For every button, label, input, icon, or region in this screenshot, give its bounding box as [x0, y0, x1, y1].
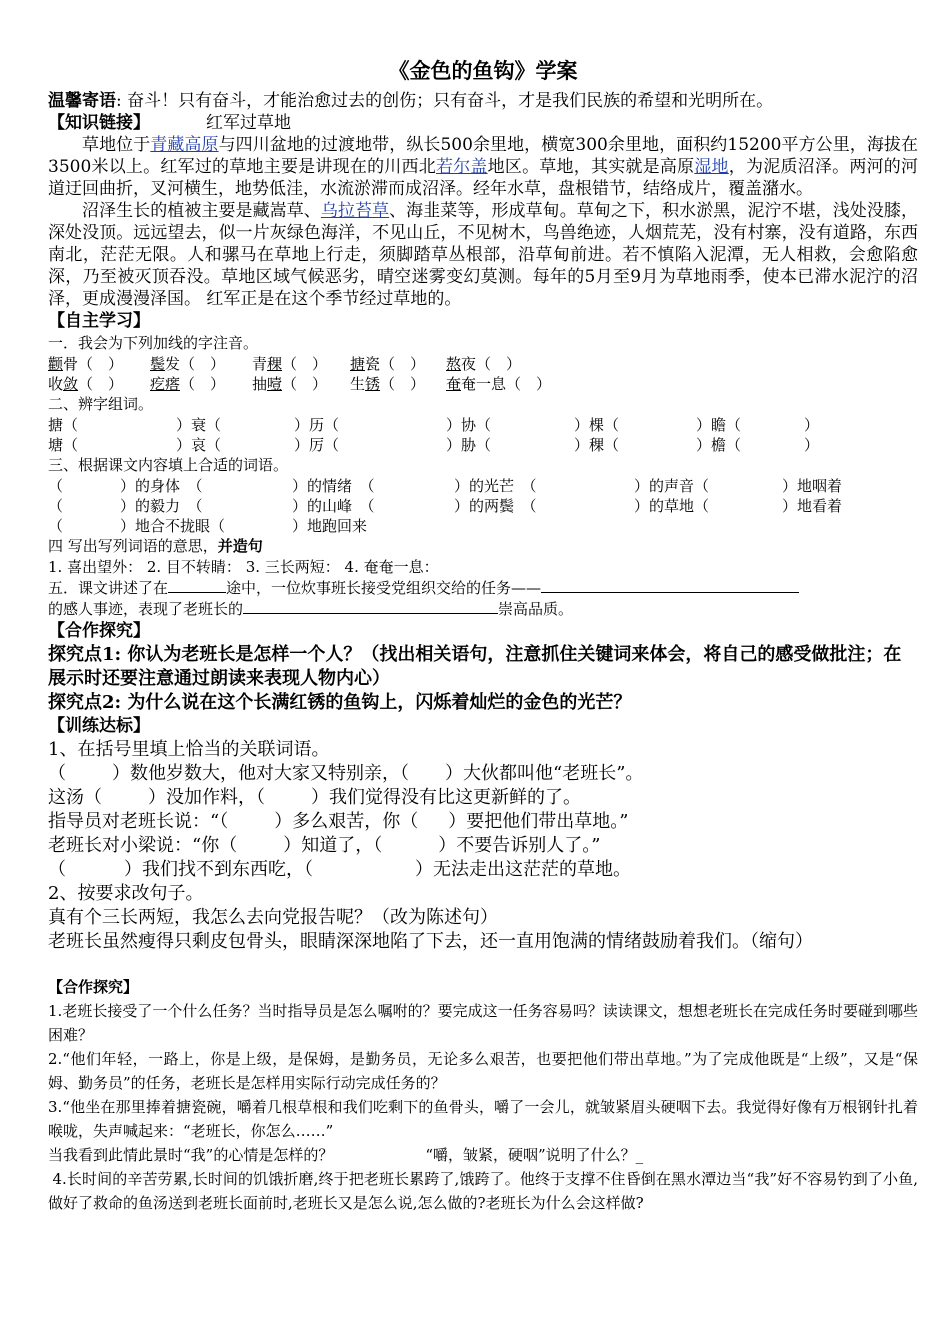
text-run: 与四川盆地的过渡地带，纵长500余里地，横宽300余里地，面积约15200平方公里，海拔在3500米以上。红军过的草地主要是讲现在的川西北 [48, 135, 919, 177]
training-line-5 [48, 858, 918, 882]
pinyin-item [150, 374, 252, 394]
knowledge-paragraph-2 [48, 200, 918, 310]
text-run: 老班长对小梁说：“你（ [48, 835, 238, 856]
word-row-2 [48, 435, 918, 455]
fill-cell: （ [48, 477, 64, 495]
answer-blank[interactable] [243, 599, 498, 614]
fill-row-2 [48, 496, 918, 516]
underlined-char: 鬓 [150, 355, 166, 373]
pinyin-item [446, 374, 551, 394]
underlined-char: 搪 [350, 355, 366, 373]
greeting-text: : 奋斗！只有奋斗，才能治愈过去的创伤；只有奋斗，才是我们民族的希望和光明所在。 [116, 91, 774, 111]
word-cell: ）哀（ [176, 436, 222, 454]
explore2-q3: 3.“他坐在那里捧着搪瓷碗，嚼着几根草根和我们吃剩下的鱼骨头，嚼了一会儿，就皱紧眉头硬咽下去。我觉得好像有万根钢针扎着喉咙，失声喊起来：“老班长，你怎么……” [48, 1098, 918, 1140]
word-cell: ） [804, 416, 820, 434]
link-wula-sedge[interactable]: 乌拉苔草 [320, 201, 390, 221]
fill-cell: ）的光芒 （ [454, 477, 537, 495]
training-line-1 [48, 762, 918, 786]
self-study-header: 【自主学习】 [48, 311, 150, 331]
page-title: 《金色的鱼钩》学案 [388, 58, 578, 83]
word-cell: ）檐（ [696, 436, 742, 454]
pinyin-item [252, 354, 350, 374]
text-run: 地区。草地，其实就是高原 [487, 157, 695, 177]
self-study-q5-line2 [48, 599, 918, 620]
text-run: ，为泥质沼泽。两河的河道迂回曲折，叉河横生，地势低洼，水流淤滞而成沼泽。经年水草，盘根错节，结络成片，覆盖潴水。 [48, 157, 919, 199]
training-q2: 2、按要求改句子。 [48, 883, 204, 904]
pinyin-item [150, 354, 252, 374]
knowledge-subtitle: 红军过草地 [206, 113, 291, 133]
fill-cell: ）的声音（ [634, 477, 710, 495]
underlined-char: 熬 [446, 355, 462, 373]
pinyin-item [48, 374, 150, 394]
text-run: “嚼，皱紧，硬咽”说明了什么？_ [425, 1146, 644, 1164]
knowledge-header-line [48, 112, 918, 134]
text-run: ）要把他们带出草地。” [448, 811, 629, 832]
pinyin-blank: 夜（ ） [461, 355, 522, 373]
knowledge-paragraph-1 [48, 134, 918, 200]
pinyin-item [350, 374, 446, 394]
text-run: 的感人事迹，表现了老班长的 [48, 600, 244, 618]
fill-cell: ）地合不拢眼（ [120, 517, 226, 535]
training-header: 【训练达标】 [48, 716, 150, 736]
underlined-char: 锈 [365, 375, 381, 393]
fill-cell: ）地咽着 [782, 477, 843, 495]
text-run: ）我们找不到东西吃，（ [124, 859, 313, 880]
text-run: 这汤（ [48, 787, 102, 808]
self-study-q5-line1 [48, 578, 918, 599]
underlined-char: 噎 [267, 375, 283, 393]
fill-cell: ）地跑回来 [292, 517, 368, 535]
explore2-header: 【合作探究】 [48, 978, 139, 996]
plain-char: 青 [252, 355, 268, 373]
greeting [48, 90, 918, 112]
text-run: 、海韭菜等，形成草甸。草甸之下，积水淤黑，泥泞不堪，浅处没膝，深处没顶。远远望去，似一片灰绿色海洋，不见山丘，不见树木，鸟兽绝迹，人烟荒芜，没有村寨，没有道路，东西南北，茫茫无限。人和骡马在草地上行走，须脚踏草丛根部，沿草甸前进。若不慎陷入泥潭，无人相救，会愈陷愈深，乃至被灭顶吞没。草地区域气候恶劣，晴空迷雾变幻莫测。每年的5月至9月为草地雨季，使本已滞水泥泞的沼泽，更成漫漫泽国。 红军正是在这个季节经过草地的。 [48, 201, 918, 309]
answer-blank[interactable] [168, 578, 226, 593]
text-run: ）多么艰苦，你（ [274, 811, 419, 832]
word-cell: ）衰（ [176, 416, 222, 434]
text-run: 当我看到此情此景时“我”的心情是怎样的？ [48, 1146, 334, 1164]
link-wetland[interactable]: 湿地 [694, 157, 729, 177]
underlined-char: 疙瘩 [150, 375, 181, 393]
text-run: 指导员对老班长说：“（ [48, 811, 229, 832]
pinyin-item [48, 354, 150, 374]
explore-header: 【合作探究】 [48, 621, 150, 641]
text-run: 崇高品质。 [498, 600, 574, 618]
pinyin-item [446, 354, 521, 374]
word-cell: ）协（ [446, 416, 492, 434]
text-run: ）大伙都叫他“老班长”。 [445, 763, 644, 784]
explore-point-1: 探究点1: 你认为老班长是怎样一个人？（找出相关语句，注意抓住关键词来体会，将自己的感受做批注；在展示时还要注意通过朗读来表现人物内心） [48, 644, 902, 689]
pinyin-row-2 [48, 374, 918, 394]
text-run: ）我们觉得没有比这更新鲜的了。 [311, 787, 581, 808]
text-run: 五．课文讲述了在 [48, 579, 169, 597]
word-cell: ）历（ [294, 416, 340, 434]
plain-char: 生 [350, 375, 366, 393]
pinyin-blank: （ ） [282, 355, 328, 373]
text-run: 沼泽生长的植被主要是藏嵩草、 [82, 201, 321, 221]
worksheet [48, 56, 918, 1215]
text-run: 草地位于 [82, 135, 151, 155]
explore2-q2: 2.“他们年轻，一路上，你是上级，是保姆，是勤务员，无论多么艰苦，也要把他们带出草地。”为了完成他既是“上级”，又是“保姆、勤务员”的任务，老班长是怎样用实际行动完成任务的？ [48, 1050, 918, 1092]
fill-row-3 [48, 516, 918, 536]
pinyin-item [252, 374, 350, 394]
fill-cell: ）的毅力 （ [120, 497, 203, 515]
pinyin-blank: （ ） [380, 375, 426, 393]
text-run-bold: 并造句 [217, 537, 263, 555]
fill-cell: （ [48, 497, 64, 515]
text-run: ）无法走出这茫茫的草地。 [415, 859, 631, 880]
link-ruoergai[interactable]: 若尔盖 [435, 157, 488, 177]
fill-cell: ）的两鬓 （ [454, 497, 537, 515]
self-study-q4 [48, 536, 918, 557]
answer-blank[interactable] [541, 578, 799, 593]
pinyin-blank: （ ） [78, 375, 124, 393]
self-study-q1: 一．我会为下列加线的字注音。 [48, 334, 259, 352]
word-cell: ）稞（ [574, 436, 620, 454]
explore2-q3b [48, 1143, 918, 1167]
pinyin-blank: （ ） [180, 375, 226, 393]
pinyin-blank: 骨（ ） [63, 355, 124, 373]
link-qingzang-plateau[interactable]: 青藏高原 [150, 135, 219, 155]
word-cell: ）棵（ [574, 416, 620, 434]
fill-cell: ）的身体 （ [120, 477, 203, 495]
underlined-char: 颧 [48, 355, 64, 373]
training-line-3 [48, 810, 918, 834]
word-cell: ） [804, 436, 820, 454]
text-run: （ [48, 763, 66, 784]
word-cell: ）瞻（ [696, 416, 742, 434]
plain-char: 抽 [252, 375, 268, 393]
training-line-4 [48, 834, 918, 858]
fill-cell: ）地看着 [782, 497, 843, 515]
fill-row-1 [48, 476, 918, 496]
word-cell: ）胁（ [446, 436, 492, 454]
self-study-q4-items: 1. 喜出望外： 2. 目不转睛： 3. 三长两短： 4. 奄奄一息： [48, 558, 439, 576]
word-cell: 塘（ [48, 436, 79, 454]
text-run: 四 写出写列词语的意思， [48, 537, 218, 555]
text-run: ）没加作料，（ [148, 787, 265, 808]
training-q1: 1、在括号里填上恰当的关联词语。 [48, 739, 330, 760]
greeting-label: 温馨寄语 [48, 91, 116, 111]
fill-cell: ）的草地（ [634, 497, 710, 515]
text-run: （ [48, 859, 66, 880]
training-line-2 [48, 786, 918, 810]
text-run: ）不要告诉别人了。” [438, 835, 601, 856]
word-row-1 [48, 415, 918, 435]
word-cell: 搪（ [48, 416, 79, 434]
explore2-q1: 1.老班长接受了一个什么任务？当时指导员是怎么嘱咐的？要完成这一任务容易吗？读读课文，想想老班长在完成任务时要碰到哪些困难？ [48, 1002, 918, 1044]
underlined-char: 奄 [446, 375, 462, 393]
plain-char: 收 [48, 375, 64, 393]
underlined-char: 敛 [63, 375, 79, 393]
training-sentence-2: 老班长虽然瘦得只剩皮包骨头，眼睛深深地陷了下去，还一直用饱满的情绪鼓励着我们。（缩句） [48, 931, 813, 952]
pinyin-item [350, 354, 446, 374]
explore-point-2: 探究点2: 为什么说在这个长满红锈的鱼钩上，闪烁着灿烂的金色的光芒？ [48, 692, 632, 713]
text-run: ）数他岁数大，他对大家又特别亲，（ [112, 763, 409, 784]
pinyin-blank: 奄一息（ ） [461, 375, 552, 393]
pinyin-blank: （ ） [282, 375, 328, 393]
text-run: 途中，一位炊事班长接受党组织交给的任务—— [226, 579, 542, 597]
pinyin-blank: 发（ ） [165, 355, 226, 373]
word-cell: ）厉（ [294, 436, 340, 454]
training-sentence-1: 真有个三长两短，我怎么去向党报告呢？（改为陈述句） [48, 907, 498, 928]
self-study-q2: 二、辨字组词。 [48, 395, 154, 413]
pinyin-blank: 瓷（ ） [365, 355, 426, 373]
explore2-q4: 4.长时间的辛苦劳累,长时间的饥饿折磨,终于把老班长累跨了,饿跨了。他终于支撑不住昏倒在黑水潭边当“我”好不容易钓到了小鱼,做好了救命的鱼汤送到老班长面前时,老班长又是怎么说,怎么做的?老班长为什么会这样做? [48, 1170, 918, 1212]
pinyin-row-1 [48, 354, 918, 374]
fill-cell: ）的情绪 （ [292, 477, 375, 495]
fill-cell: ）的山峰 （ [292, 497, 375, 515]
self-study-q3: 三、根据课文内容填上合适的词语。 [48, 456, 289, 474]
text-run: ）知道了，（ [283, 835, 383, 856]
fill-cell: （ [48, 517, 64, 535]
underlined-char: 稞 [267, 355, 283, 373]
knowledge-header: 【知识链接】 [48, 113, 150, 133]
